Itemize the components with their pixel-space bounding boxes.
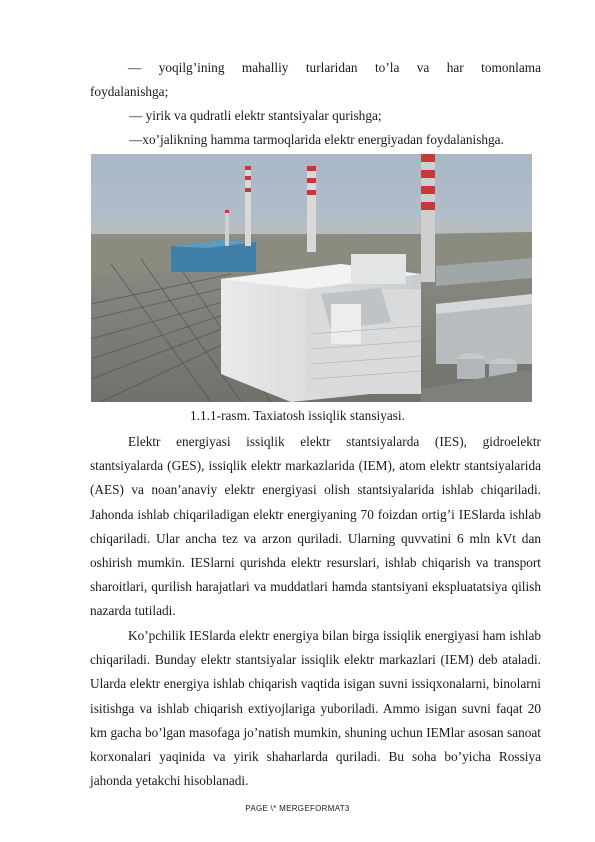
bullet-3: —xo’jalikning hamma tarmoqlarida elektr energiyadan foydalanishga. bbox=[129, 132, 504, 147]
power-station-photo bbox=[91, 154, 532, 402]
paragraph-2: Ko’pchilik IESlarda elektr energiya bilan birga issiqlik energiyasi ham ishlab chiqariladi. Bunday elektr stantsiyalar issiqlik elektr markazlari (IEM) deb ataladi. Ularda elektr energiya ishlab chiqarish vaqtida isigan suvni issiqxonalarni, binolarni isitishga va ishlab chiqarish extiyojlariga yuboriladi. Ammo isigan suvni faqat 20 km gacha bo’lgan masofaga jo’natish mumkin, shuning uchun IEMlar asosan sanoat korxonalari yaqinida va yirik shaharlarda quriladi. Bu soha bo’yicha Rossiya jahonda yetakchi hisoblanadi. bbox=[90, 628, 541, 789]
bullet-1-line1: — yoqilg’ining mahalliy turlaridan to’la va har tomonlama bbox=[128, 60, 541, 75]
paragraph-1: Elektr energiyasi issiqlik elektr stantsiyalarda (IES), gidroelektr stantsiyalarda (GES), issiqlik elektr markazlarida (IEM), atom elektr stantsiyalarida (AES) va noan’anaviy elektr energiyasi olish stantsiyalarida ishlab chiqariladi. Jahonda ishlab chiqariladigan elektr energiyaning 70 foizdan ortig’i IESlarda ishlab chiqariladi. Ular ancha tez va arzon quriladi. Ularning quvvatini 6 mln kVt dan oshirish mumkin. IESlarni qurishda elektr resurslari, ishlab chiqarish va transport sharoitlari, qurilish harajatlari va muddatlari hamda stantsiyani ekspluatatsiya qilish nazarda tutiladi. bbox=[90, 434, 541, 619]
bullet-1-continuation: foydalanishga; bbox=[90, 84, 169, 99]
page-footer: PAGE \* MERGEFORMAT3 bbox=[245, 804, 350, 813]
bullet-2: — yirik va qudratli elektr stantsiyalar qurishga; bbox=[129, 108, 382, 123]
bullet-1 bbox=[90, 56, 541, 80]
figure-caption: 1.1.1-rasm. Taxiatosh issiqlik stansiyasi. bbox=[190, 408, 405, 423]
